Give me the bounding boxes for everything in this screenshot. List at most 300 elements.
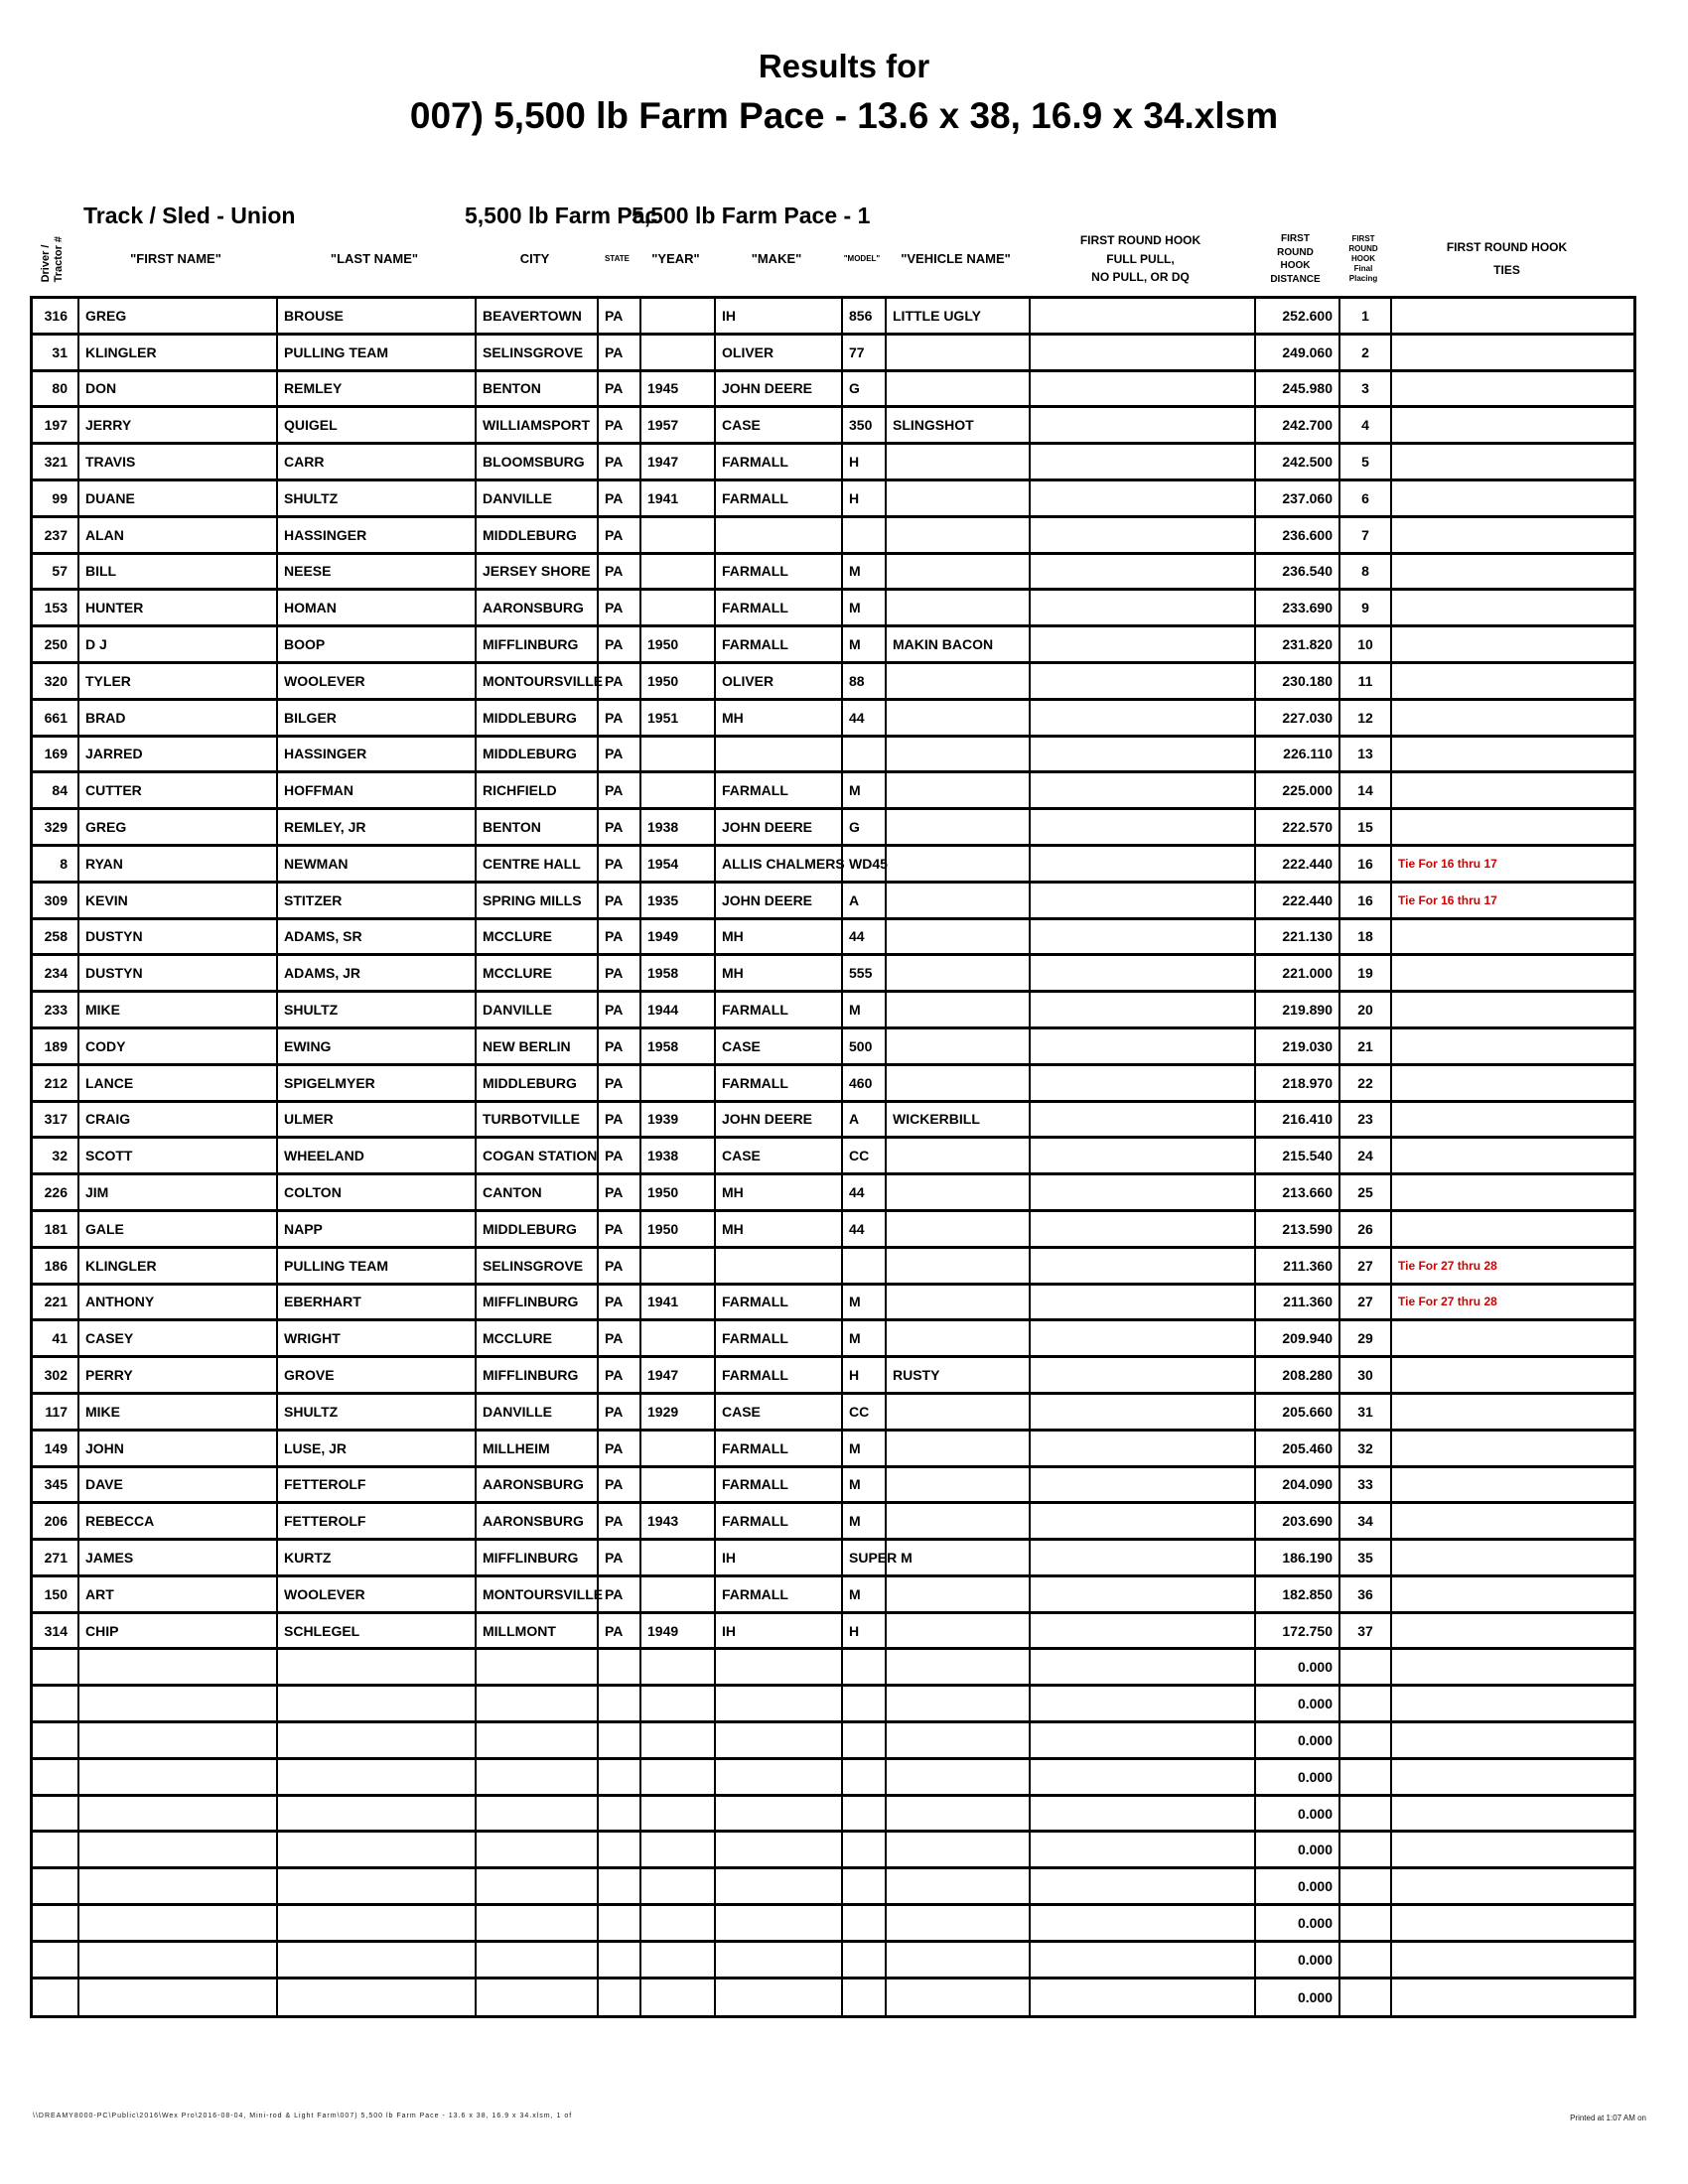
header-make: "MAKE" <box>751 250 802 266</box>
cell-city: MCCLURE <box>477 920 599 954</box>
cell-driver-number <box>33 1979 79 2016</box>
cell-full-pull <box>1031 1029 1256 1063</box>
cell-first-name: CASEY <box>79 1321 278 1355</box>
footer-file-path: \\DREAMY8000-PC\Public\2016\Wex Pro\2016-08-04, Mini-rod & Light Farm\007) 5,500 lb Farm Pace - 13.6 x 38, 16.9 x 34.xlsm, 1 of <box>33 2113 573 2119</box>
cell-driver-number: 316 <box>33 299 79 333</box>
cell-vehicle-name <box>887 1212 1031 1246</box>
cell-driver-number <box>33 1687 79 1720</box>
cell-first-name <box>79 1906 278 1940</box>
cell-driver-number: 206 <box>33 1504 79 1538</box>
cell-ties <box>1392 1906 1627 1940</box>
header-placing-line2: ROUND <box>1348 244 1378 253</box>
cell-driver-number <box>33 1869 79 1903</box>
cell-hook-distance: 242.700 <box>1256 408 1340 442</box>
cell-make <box>716 1723 843 1757</box>
cell-first-name: BRAD <box>79 701 278 735</box>
footer-printed-timestamp: Printed at 1:07 AM on <box>1570 2114 1646 2122</box>
cell-last-name <box>278 1979 477 2016</box>
cell-ties <box>1392 1760 1627 1794</box>
cell-driver-number: 302 <box>33 1358 79 1392</box>
cell-vehicle-name: SLINGSHOT <box>887 408 1031 442</box>
cell-full-pull <box>1031 993 1256 1026</box>
cell-ties <box>1392 1614 1627 1648</box>
cell-year: 1941 <box>641 481 716 515</box>
cell-first-name <box>79 1687 278 1720</box>
cell-last-name: WRIGHT <box>278 1321 477 1355</box>
cell-city: COGAN STATION <box>477 1139 599 1172</box>
cell-full-pull <box>1031 1979 1256 2016</box>
header-ties-line2: TIES <box>1493 263 1520 277</box>
cell-hook-distance: 205.660 <box>1256 1395 1340 1429</box>
cell-full-pull <box>1031 591 1256 624</box>
cell-first-name: CODY <box>79 1029 278 1063</box>
cell-model: H <box>843 445 887 478</box>
cell-final-placing: 8 <box>1340 555 1392 589</box>
cell-hook-distance: 0.000 <box>1256 1723 1340 1757</box>
cell-driver-number: 31 <box>33 336 79 369</box>
cell-full-pull <box>1031 1541 1256 1574</box>
cell-driver-number: 258 <box>33 920 79 954</box>
header-distance-line1: FIRST <box>1281 233 1310 244</box>
cell-last-name: COLTON <box>278 1175 477 1209</box>
cell-make: FARMALL <box>716 1321 843 1355</box>
cell-full-pull <box>1031 481 1256 515</box>
cell-model: 44 <box>843 1175 887 1209</box>
cell-make <box>716 1650 843 1684</box>
cell-hook-distance: 252.600 <box>1256 299 1340 333</box>
cell-year: 1950 <box>641 627 716 661</box>
cell-final-placing: 27 <box>1340 1249 1392 1283</box>
cell-last-name: BILGER <box>278 701 477 735</box>
cell-last-name: ULMER <box>278 1103 477 1137</box>
cell-state: PA <box>599 664 641 698</box>
cell-ties <box>1392 1687 1627 1720</box>
cell-full-pull <box>1031 1797 1256 1831</box>
cell-make: OLIVER <box>716 336 843 369</box>
cell-driver-number: 317 <box>33 1103 79 1137</box>
cell-hook-distance: 211.360 <box>1256 1286 1340 1319</box>
cell-ties <box>1392 1029 1627 1063</box>
cell-year <box>641 591 716 624</box>
cell-driver-number: 8 <box>33 847 79 881</box>
cell-ties <box>1392 1869 1627 1903</box>
cell-first-name: D J <box>79 627 278 661</box>
header-driver-tractor <box>30 222 76 296</box>
cell-state: PA <box>599 1395 641 1429</box>
cell-city: BLOOMSBURG <box>477 445 599 478</box>
cell-ties: Tie For 16 thru 17 <box>1398 892 1497 907</box>
cell-full-pull <box>1031 1504 1256 1538</box>
cell-final-placing: 14 <box>1340 773 1392 807</box>
cell-make: FARMALL <box>716 1286 843 1319</box>
cell-ties <box>1392 1797 1627 1831</box>
cell-ties <box>1392 481 1627 515</box>
table-row <box>33 701 1633 738</box>
cell-vehicle-name <box>887 1066 1031 1100</box>
cell-ties <box>1392 1979 1627 2016</box>
cell-ties <box>1392 1066 1627 1100</box>
cell-year <box>641 1869 716 1903</box>
cell-vehicle-name <box>887 518 1031 552</box>
cell-final-placing: 18 <box>1340 920 1392 954</box>
cell-driver-number: 345 <box>33 1468 79 1502</box>
cell-vehicle-name <box>887 1139 1031 1172</box>
cell-make: FARMALL <box>716 1066 843 1100</box>
cell-last-name: LUSE, JR <box>278 1432 477 1465</box>
cell-state <box>599 1906 641 1940</box>
cell-make: FARMALL <box>716 773 843 807</box>
cell-make: MH <box>716 1175 843 1209</box>
cell-driver-number: 661 <box>33 701 79 735</box>
cell-final-placing <box>1340 1869 1392 1903</box>
cell-make: FARMALL <box>716 591 843 624</box>
cell-year <box>641 1432 716 1465</box>
cell-driver-number: 221 <box>33 1286 79 1319</box>
cell-model <box>843 1249 887 1283</box>
cell-vehicle-name <box>887 1943 1031 1977</box>
cell-vehicle-name <box>887 956 1031 990</box>
cell-model <box>843 738 887 771</box>
cell-model: M <box>843 555 887 589</box>
cell-last-name: SPIGELMYER <box>278 1066 477 1100</box>
cell-final-placing: 36 <box>1340 1577 1392 1611</box>
cell-first-name: ANTHONY <box>79 1286 278 1319</box>
cell-hook-distance: 222.440 <box>1256 884 1340 917</box>
cell-model: A <box>843 1103 887 1137</box>
cell-make: MH <box>716 956 843 990</box>
cell-city: SELINSGROVE <box>477 1249 599 1283</box>
cell-year <box>641 555 716 589</box>
cell-first-name: HUNTER <box>79 591 278 624</box>
table-row <box>33 1614 1633 1651</box>
cell-ties <box>1392 591 1627 624</box>
cell-last-name <box>278 1760 477 1794</box>
cell-city: AARONSBURG <box>477 1468 599 1502</box>
cell-full-pull <box>1031 445 1256 478</box>
cell-final-placing: 37 <box>1340 1614 1392 1648</box>
cell-first-name: MIKE <box>79 1395 278 1429</box>
cell-year: 1929 <box>641 1395 716 1429</box>
cell-driver-number: 321 <box>33 445 79 478</box>
cell-year: 1939 <box>641 1103 716 1137</box>
cell-state: PA <box>599 555 641 589</box>
cell-first-name: JOHN <box>79 1432 278 1465</box>
cell-city <box>477 1723 599 1757</box>
cell-ties <box>1392 1175 1627 1209</box>
cell-driver-number <box>33 1906 79 1940</box>
table-row <box>33 1468 1633 1505</box>
cell-model: M <box>843 1577 887 1611</box>
cell-last-name: ADAMS, SR <box>278 920 477 954</box>
table-row <box>33 372 1633 409</box>
cell-last-name: SHULTZ <box>278 481 477 515</box>
cell-make: JOHN DEERE <box>716 884 843 917</box>
cell-final-placing <box>1340 1760 1392 1794</box>
cell-final-placing: 6 <box>1340 481 1392 515</box>
cell-year <box>641 1066 716 1100</box>
cell-make: OLIVER <box>716 664 843 698</box>
cell-make <box>716 738 843 771</box>
cell-driver-number <box>33 1723 79 1757</box>
cell-hook-distance: 172.750 <box>1256 1614 1340 1648</box>
cell-final-placing: 19 <box>1340 956 1392 990</box>
cell-vehicle-name <box>887 1760 1031 1794</box>
cell-year: 1950 <box>641 1175 716 1209</box>
column-headers <box>30 222 1630 296</box>
cell-full-pull <box>1031 336 1256 369</box>
cell-full-pull <box>1031 1139 1256 1172</box>
cell-driver-number: 329 <box>33 810 79 844</box>
header-year: "YEAR" <box>651 250 700 266</box>
cell-city: MIDDLEBURG <box>477 1212 599 1246</box>
cell-ties <box>1392 1943 1627 1977</box>
table-row <box>33 1139 1633 1175</box>
cell-first-name: CRAIG <box>79 1103 278 1137</box>
cell-full-pull <box>1031 810 1256 844</box>
cell-hook-distance: 231.820 <box>1256 627 1340 661</box>
cell-ties <box>1392 445 1627 478</box>
cell-vehicle-name <box>887 445 1031 478</box>
cell-hook-distance: 0.000 <box>1256 1943 1340 1977</box>
table-row <box>33 847 1633 884</box>
cell-ties <box>1392 518 1627 552</box>
table-row <box>33 1358 1633 1395</box>
cell-state: PA <box>599 738 641 771</box>
cell-year: 1947 <box>641 445 716 478</box>
cell-full-pull <box>1031 701 1256 735</box>
cell-first-name: DAVE <box>79 1468 278 1502</box>
cell-city: MILLHEIM <box>477 1432 599 1465</box>
table-row <box>33 1066 1633 1103</box>
cell-make: FARMALL <box>716 1504 843 1538</box>
cell-city: DANVILLE <box>477 1395 599 1429</box>
cell-first-name <box>79 1760 278 1794</box>
cell-city: BEAVERTOWN <box>477 299 599 333</box>
cell-city: MILLMONT <box>477 1614 599 1648</box>
cell-full-pull <box>1031 1175 1256 1209</box>
cell-vehicle-name <box>887 1833 1031 1866</box>
cell-vehicle-name <box>887 701 1031 735</box>
cell-state: PA <box>599 1212 641 1246</box>
cell-state: PA <box>599 956 641 990</box>
cell-final-placing: 29 <box>1340 1321 1392 1355</box>
cell-full-pull <box>1031 1869 1256 1903</box>
cell-final-placing: 23 <box>1340 1103 1392 1137</box>
cell-first-name: TYLER <box>79 664 278 698</box>
cell-full-pull <box>1031 1760 1256 1794</box>
cell-model: 500 <box>843 1029 887 1063</box>
cell-driver-number <box>33 1833 79 1866</box>
cell-first-name: GREG <box>79 299 278 333</box>
cell-ties <box>1392 1723 1627 1757</box>
cell-first-name: DUSTYN <box>79 920 278 954</box>
cell-hook-distance: 0.000 <box>1256 1833 1340 1866</box>
table-row <box>33 1286 1633 1322</box>
cell-final-placing: 11 <box>1340 664 1392 698</box>
table-body <box>30 296 1636 2018</box>
cell-state: PA <box>599 1029 641 1063</box>
cell-model <box>843 1943 887 1977</box>
cell-city: MIFFLINBURG <box>477 1358 599 1392</box>
cell-make: FARMALL <box>716 1468 843 1502</box>
cell-vehicle-name <box>887 1577 1031 1611</box>
cell-full-pull <box>1031 408 1256 442</box>
cell-last-name <box>278 1943 477 1977</box>
cell-first-name <box>79 1943 278 1977</box>
cell-city <box>477 1797 599 1831</box>
table-row <box>33 1906 1633 1943</box>
cell-model: 88 <box>843 664 887 698</box>
cell-last-name: KURTZ <box>278 1541 477 1574</box>
cell-ties <box>1392 664 1627 698</box>
table-row <box>33 627 1633 664</box>
cell-model <box>843 1687 887 1720</box>
cell-year <box>641 518 716 552</box>
cell-city: MIDDLEBURG <box>477 738 599 771</box>
cell-city: CANTON <box>477 1175 599 1209</box>
cell-first-name: REBECCA <box>79 1504 278 1538</box>
cell-state: PA <box>599 1066 641 1100</box>
cell-driver-number <box>33 1650 79 1684</box>
cell-full-pull <box>1031 884 1256 917</box>
cell-first-name: JARRED <box>79 738 278 771</box>
cell-hook-distance: 215.540 <box>1256 1139 1340 1172</box>
cell-hook-distance: 222.570 <box>1256 810 1340 844</box>
cell-ties <box>1392 1139 1627 1172</box>
cell-ties: Tie For 27 thru 28 <box>1398 1258 1497 1273</box>
cell-first-name: GALE <box>79 1212 278 1246</box>
track-sled-label: Track / Sled - Union <box>83 203 296 228</box>
cell-full-pull <box>1031 1249 1256 1283</box>
table-row <box>33 408 1633 445</box>
cell-hook-distance: 233.690 <box>1256 591 1340 624</box>
cell-hook-distance: 219.030 <box>1256 1029 1340 1063</box>
cell-year: 1938 <box>641 1139 716 1172</box>
cell-ties <box>1392 1103 1627 1137</box>
cell-last-name: NAPP <box>278 1212 477 1246</box>
cell-city: SPRING MILLS <box>477 884 599 917</box>
cell-last-name: PULLING TEAM <box>278 336 477 369</box>
cell-driver-number: 117 <box>33 1395 79 1429</box>
cell-year <box>641 1321 716 1355</box>
header-last-name: "LAST NAME" <box>330 250 419 266</box>
table-row <box>33 518 1633 555</box>
cell-make: MH <box>716 920 843 954</box>
table-row <box>33 738 1633 774</box>
header-ties-line1: FIRST ROUND HOOK <box>1446 240 1568 255</box>
header-placing-line3: HOOK <box>1351 254 1375 263</box>
cell-state: PA <box>599 1541 641 1574</box>
cell-make <box>716 1869 843 1903</box>
table-row <box>33 1979 1633 2016</box>
cell-driver-number: 84 <box>33 773 79 807</box>
cell-final-placing: 9 <box>1340 591 1392 624</box>
cell-ties <box>1392 1504 1627 1538</box>
cell-driver-number: 153 <box>33 591 79 624</box>
cell-final-placing: 13 <box>1340 738 1392 771</box>
cell-first-name: KEVIN <box>79 884 278 917</box>
cell-vehicle-name <box>887 1797 1031 1831</box>
cell-driver-number: 169 <box>33 738 79 771</box>
cell-city: TURBOTVILLE <box>477 1103 599 1137</box>
cell-driver-number: 271 <box>33 1541 79 1574</box>
header-model: "MODEL" <box>843 253 881 263</box>
cell-model: 44 <box>843 701 887 735</box>
cell-make <box>716 518 843 552</box>
cell-first-name <box>79 1650 278 1684</box>
cell-city: MIDDLEBURG <box>477 1066 599 1100</box>
cell-driver-number <box>33 1943 79 1977</box>
cell-final-placing: 1 <box>1340 299 1392 333</box>
cell-make: MH <box>716 1212 843 1246</box>
cell-driver-number: 149 <box>33 1432 79 1465</box>
cell-year: 1943 <box>641 1504 716 1538</box>
cell-state: PA <box>599 884 641 917</box>
cell-last-name: GROVE <box>278 1358 477 1392</box>
cell-city <box>477 1906 599 1940</box>
cell-state: PA <box>599 1504 641 1538</box>
cell-first-name: ART <box>79 1577 278 1611</box>
cell-full-pull <box>1031 1103 1256 1137</box>
cell-last-name <box>278 1723 477 1757</box>
cell-full-pull <box>1031 1286 1256 1319</box>
cell-first-name: TRAVIS <box>79 445 278 478</box>
cell-first-name: JERRY <box>79 408 278 442</box>
cell-vehicle-name <box>887 1029 1031 1063</box>
cell-full-pull <box>1031 555 1256 589</box>
header-first-name: "FIRST NAME" <box>130 250 221 266</box>
cell-last-name <box>278 1869 477 1903</box>
cell-driver-number: 250 <box>33 627 79 661</box>
cell-first-name: JAMES <box>79 1541 278 1574</box>
cell-ties <box>1392 408 1627 442</box>
header-distance-line3: HOOK <box>1280 260 1311 271</box>
cell-final-placing <box>1340 1943 1392 1977</box>
cell-city: CENTRE HALL <box>477 847 599 881</box>
table-row <box>33 1432 1633 1468</box>
cell-full-pull <box>1031 1212 1256 1246</box>
cell-final-placing <box>1340 1687 1392 1720</box>
cell-last-name: NEESE <box>278 555 477 589</box>
cell-state: PA <box>599 993 641 1026</box>
cell-make: JOHN DEERE <box>716 372 843 406</box>
cell-model <box>843 1760 887 1794</box>
cell-model: G <box>843 372 887 406</box>
cell-year: 1958 <box>641 1029 716 1063</box>
cell-full-pull <box>1031 1614 1256 1648</box>
cell-full-pull <box>1031 1395 1256 1429</box>
cell-year: 1949 <box>641 920 716 954</box>
cell-last-name: HOMAN <box>278 591 477 624</box>
cell-ties <box>1392 1468 1627 1502</box>
cell-city: MONTOURSVILLE <box>477 664 599 698</box>
cell-full-pull <box>1031 1833 1256 1866</box>
cell-model: G <box>843 810 887 844</box>
cell-year: 1935 <box>641 884 716 917</box>
cell-final-placing: 34 <box>1340 1504 1392 1538</box>
cell-year: 1950 <box>641 664 716 698</box>
cell-make <box>716 1979 843 2016</box>
cell-ties: Tie For 16 thru 17 <box>1398 856 1497 871</box>
cell-ties <box>1392 1212 1627 1246</box>
cell-driver-number: 41 <box>33 1321 79 1355</box>
table-row <box>33 1175 1633 1212</box>
cell-hook-distance: 0.000 <box>1256 1906 1340 1940</box>
cell-last-name: SHULTZ <box>278 1395 477 1429</box>
cell-model: M <box>843 1321 887 1355</box>
table-row <box>33 920 1633 957</box>
cell-first-name <box>79 1833 278 1866</box>
